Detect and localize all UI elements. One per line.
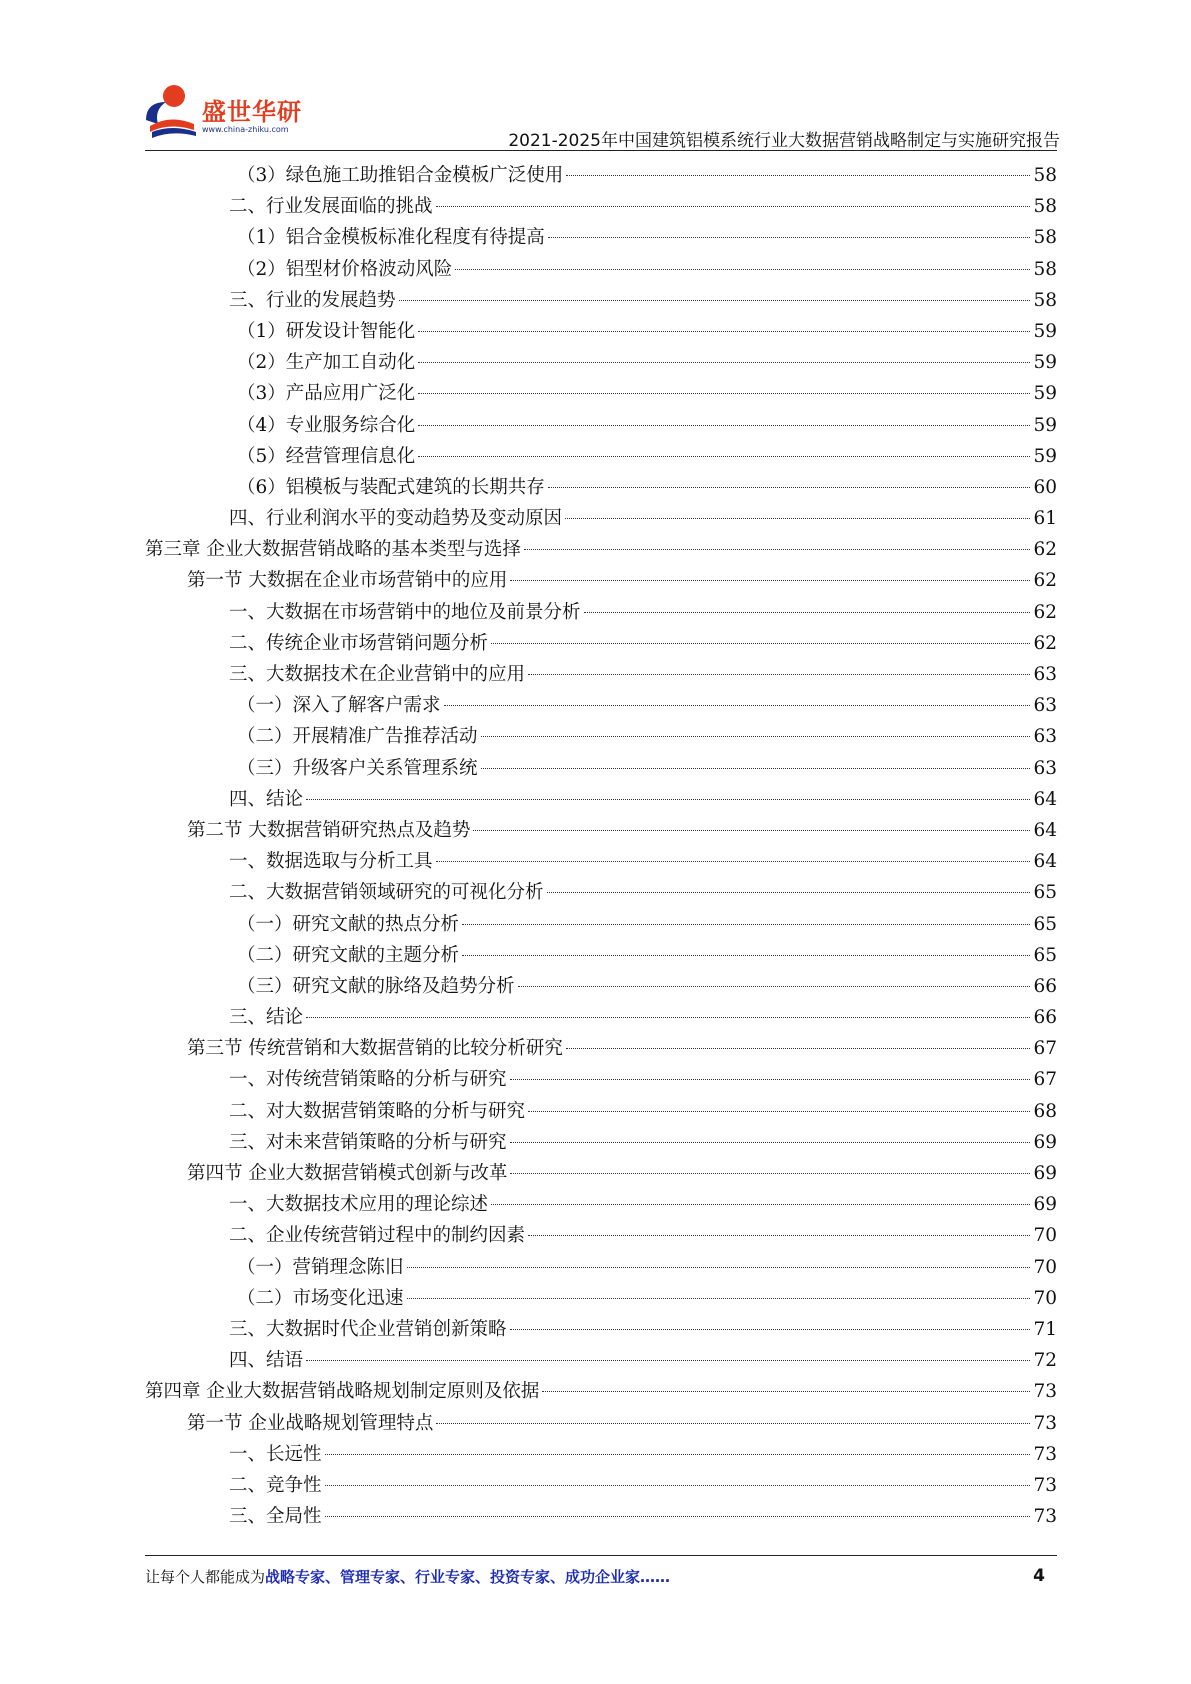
toc-entry-page: 73: [1033, 1443, 1057, 1465]
toc-entry-label: 二、大数据营销领域研究的可视化分析: [229, 882, 544, 904]
toc-entry[interactable]: [145, 1408, 1057, 1439]
toc-entry-label: 一、对传统营销策略的分析与研究: [229, 1069, 507, 1091]
toc-dot-leader: [418, 425, 1030, 426]
toc-entry-page: 58: [1033, 227, 1057, 249]
toc-entry-label: 第三章 企业大数据营销战略的基本类型与选择: [145, 539, 521, 561]
toc-entry[interactable]: [145, 472, 1057, 503]
toc-entry-label: （一）营销理念陈旧: [237, 1256, 404, 1278]
toc-entry[interactable]: [145, 909, 1057, 940]
toc-entry[interactable]: [145, 285, 1057, 316]
toc-dot-leader: [510, 1173, 1030, 1174]
page-header: [130, 78, 1060, 151]
toc-entry-label: 二、竞争性: [229, 1474, 322, 1496]
toc-dot-leader: [547, 892, 1031, 893]
toc-dot-leader: [510, 1079, 1031, 1080]
toc-entry[interactable]: [145, 628, 1057, 659]
toc-entry-label: 第二节 大数据营销研究热点及趋势: [187, 819, 471, 841]
toc-entry-label: 四、行业利润水平的变动趋势及变动原因: [229, 508, 563, 530]
toc-entry-label: （1）研发设计智能化: [237, 320, 416, 342]
table-of-contents: [145, 160, 1057, 1532]
toc-entry-label: 一、长远性: [229, 1443, 322, 1465]
toc-entry[interactable]: [145, 940, 1057, 971]
toc-dot-leader: [510, 1142, 1031, 1143]
toc-entry[interactable]: [145, 1439, 1057, 1470]
toc-entry-page: 62: [1033, 570, 1057, 592]
report-title: 2021-2025年中国建筑铝模系统行业大数据营销战略制定与实施研究报告: [508, 131, 1060, 151]
header-divider: [145, 150, 1057, 151]
toc-entry[interactable]: [145, 316, 1057, 347]
toc-entry[interactable]: [145, 160, 1057, 191]
toc-entry-page: 59: [1033, 445, 1057, 467]
toc-entry-page: 69: [1033, 1131, 1057, 1153]
toc-dot-leader: [444, 705, 1031, 706]
toc-dot-leader: [418, 362, 1030, 363]
toc-entry-page: 67: [1033, 1069, 1057, 1091]
toc-dot-leader: [462, 955, 1030, 956]
toc-entry-label: （二）市场变化迅速: [237, 1287, 404, 1309]
toc-entry-page: 68: [1033, 1100, 1057, 1122]
toc-dot-leader: [524, 549, 1031, 550]
toc-entry[interactable]: [145, 690, 1057, 721]
toc-entry-label: 第一节 企业战略规划管理特点: [187, 1412, 434, 1434]
toc-dot-leader: [473, 830, 1030, 831]
toc-entry[interactable]: [145, 1127, 1057, 1158]
toc-entry-page: 71: [1033, 1318, 1057, 1340]
toc-entry-page: 63: [1033, 726, 1057, 748]
toc-entry-label: （一）深入了解客户需求: [237, 695, 441, 717]
toc-entry-label: （4）专业服务综合化: [237, 414, 416, 436]
toc-entry-page: 64: [1033, 788, 1057, 810]
toc-dot-leader: [518, 986, 1031, 987]
toc-entry-page: 66: [1033, 975, 1057, 997]
toc-entry-page: 59: [1033, 414, 1057, 436]
toc-entry[interactable]: [145, 222, 1057, 253]
toc-dot-leader: [566, 1048, 1031, 1049]
toc-entry[interactable]: [145, 1158, 1057, 1189]
toc-dot-leader: [418, 456, 1030, 457]
toc-entry-label: 第四节 企业大数据营销模式创新与改革: [187, 1163, 508, 1184]
toc-dot-leader: [436, 1423, 1030, 1424]
toc-entry[interactable]: [145, 410, 1057, 441]
toc-entry[interactable]: [145, 753, 1057, 784]
toc-entry-page: 65: [1033, 882, 1057, 904]
toc-entry-page: 69: [1033, 1163, 1057, 1184]
toc-entry-label: 第四章 企业大数据营销战略规划制定原则及依据: [145, 1381, 540, 1403]
toc-dot-leader: [325, 1485, 1031, 1486]
toc-entry[interactable]: [145, 191, 1057, 222]
toc-dot-leader: [528, 674, 1030, 675]
toc-dot-leader: [510, 1329, 1031, 1330]
toc-dot-leader: [491, 643, 1030, 644]
toc-entry[interactable]: [145, 721, 1057, 752]
toc-entry-page: 64: [1033, 851, 1057, 873]
toc-entry[interactable]: [145, 1501, 1057, 1532]
toc-entry-page: 70: [1033, 1256, 1057, 1278]
toc-entry[interactable]: [145, 971, 1057, 1002]
toc-dot-leader: [510, 580, 1030, 581]
toc-entry-page: 63: [1033, 757, 1057, 779]
page-footer: [145, 1566, 1057, 1596]
toc-entry-label: （2）生产加工自动化: [237, 352, 416, 374]
toc-dot-leader: [584, 612, 1031, 613]
toc-entry-label: 第一节 大数据在企业市场营销中的应用: [187, 570, 508, 592]
toc-entry[interactable]: [145, 877, 1057, 908]
toc-entry-page: 66: [1033, 1007, 1057, 1029]
toc-entry[interactable]: [145, 565, 1057, 596]
toc-entry-page: 73: [1033, 1506, 1057, 1528]
toc-entry-label: 三、全局性: [229, 1506, 322, 1528]
toc-entry-label: 一、数据选取与分析工具: [229, 851, 433, 873]
page-number: 4: [1033, 1566, 1045, 1586]
toc-entry[interactable]: [145, 1096, 1057, 1127]
toc-entry-page: 73: [1033, 1381, 1057, 1403]
toc-entry-label: 三、结论: [229, 1007, 304, 1029]
toc-entry-page: 67: [1033, 1038, 1057, 1060]
toc-dot-leader: [481, 768, 1031, 769]
toc-entry-page: 69: [1033, 1194, 1057, 1216]
toc-entry-label: 一、大数据在市场营销中的地位及前景分析: [229, 601, 581, 623]
toc-entry[interactable]: [145, 1252, 1057, 1283]
toc-entry[interactable]: [145, 441, 1057, 472]
toc-entry[interactable]: [145, 1002, 1057, 1033]
toc-entry[interactable]: [145, 1345, 1057, 1376]
toc-dot-leader: [306, 1017, 1030, 1018]
toc-entry[interactable]: [145, 534, 1057, 565]
toc-dot-leader: [481, 736, 1031, 737]
toc-entry-page: 73: [1033, 1474, 1057, 1496]
toc-dot-leader: [306, 799, 1030, 800]
toc-dot-leader: [407, 1267, 1031, 1268]
toc-entry-label: （1）铝合金模板标准化程度有待提高: [237, 227, 545, 249]
toc-entry-label: （3）绿色施工助推铝合金模板广泛使用: [237, 165, 564, 186]
toc-entry[interactable]: [145, 1189, 1057, 1220]
toc-dot-leader: [325, 1454, 1031, 1455]
toc-entry[interactable]: [145, 378, 1057, 409]
toc-entry-page: 61: [1033, 508, 1057, 530]
toc-dot-leader: [528, 1111, 1030, 1112]
toc-entry-label: 三、对未来营销策略的分析与研究: [229, 1131, 507, 1153]
toc-entry-page: 70: [1033, 1225, 1057, 1247]
toc-entry[interactable]: [145, 1470, 1057, 1501]
toc-entry[interactable]: [145, 846, 1057, 877]
logo-name: 盛世华研: [202, 98, 302, 126]
toc-entry-label: 三、大数据技术在企业营销中的应用: [229, 664, 526, 685]
toc-dot-leader: [455, 269, 1030, 270]
toc-entry[interactable]: [145, 784, 1057, 815]
toc-dot-leader: [399, 300, 1031, 301]
toc-entry-page: 65: [1033, 944, 1057, 966]
toc-entry-label: （3）产品应用广泛化: [237, 383, 416, 405]
company-logo: [140, 78, 340, 148]
toc-entry-page: 60: [1033, 476, 1057, 498]
toc-entry[interactable]: [145, 1283, 1057, 1314]
toc-entry-label: （2）铝型材价格波动风险: [237, 258, 453, 280]
toc-entry[interactable]: [145, 1064, 1057, 1095]
footer-divider: [145, 1555, 1057, 1556]
toc-entry-page: 64: [1033, 819, 1057, 841]
toc-entry-label: 二、企业传统营销过程中的制约因素: [229, 1225, 526, 1247]
logo-emblem-icon: [140, 80, 204, 144]
toc-entry[interactable]: [145, 815, 1057, 846]
toc-dot-leader: [548, 237, 1031, 238]
toc-entry-page: 58: [1033, 289, 1057, 311]
toc-dot-leader: [436, 861, 1031, 862]
toc-dot-leader: [436, 206, 1031, 207]
toc-entry-page: 63: [1033, 664, 1057, 685]
toc-entry-label: （5）经营管理信息化: [237, 445, 416, 467]
toc-entry-page: 65: [1033, 913, 1057, 935]
toc-entry-page: 73: [1033, 1412, 1057, 1434]
toc-entry-label: （三）研究文献的脉络及趋势分析: [237, 975, 515, 997]
toc-entry-page: 62: [1033, 539, 1057, 561]
toc-entry-page: 70: [1033, 1287, 1057, 1309]
toc-entry[interactable]: [145, 503, 1057, 534]
toc-entry-label: 二、行业发展面临的挑战: [229, 196, 433, 218]
toc-dot-leader: [418, 331, 1030, 332]
toc-entry-page: 58: [1033, 165, 1057, 186]
toc-entry-label: 三、行业的发展趋势: [229, 289, 396, 311]
toc-entry-page: 59: [1033, 320, 1057, 342]
toc-entry-label: 二、传统企业市场营销问题分析: [229, 632, 489, 654]
toc-entry-page: 62: [1033, 601, 1057, 623]
toc-dot-leader: [325, 1516, 1031, 1517]
toc-dot-leader: [418, 393, 1030, 394]
toc-dot-leader: [491, 1204, 1030, 1205]
toc-entry-page: 62: [1033, 632, 1057, 654]
toc-entry-page: 59: [1033, 352, 1057, 374]
toc-entry[interactable]: [145, 1376, 1057, 1407]
toc-entry-page: 59: [1033, 383, 1057, 405]
toc-entry-label: 三、大数据时代企业营销创新策略: [229, 1318, 507, 1340]
toc-entry-page: 58: [1033, 196, 1057, 218]
toc-entry-label: （6）铝模板与装配式建筑的长期共存: [237, 476, 545, 498]
toc-entry-label: 第三节 传统营销和大数据营销的比较分析研究: [187, 1038, 563, 1060]
toc-entry-label: （三）升级客户关系管理系统: [237, 757, 478, 779]
toc-entry-page: 63: [1033, 695, 1057, 717]
toc-entry[interactable]: [145, 1314, 1057, 1345]
footer-slogan-highlight: 战略专家、管理专家、行业专家、投资专家、成功企业家……: [265, 1568, 671, 1586]
toc-entry[interactable]: [145, 1033, 1057, 1064]
toc-dot-leader: [542, 1391, 1030, 1392]
toc-entry-label: 二、对大数据营销策略的分析与研究: [229, 1100, 526, 1122]
toc-dot-leader: [306, 1360, 1030, 1361]
logo-url: www.china-zhiku.com: [202, 125, 289, 134]
toc-dot-leader: [528, 1235, 1030, 1236]
toc-entry-label: 四、结论: [229, 788, 304, 810]
toc-entry-label: （二）开展精准广告推荐活动: [237, 726, 478, 748]
toc-entry-label: 一、大数据技术应用的理论综述: [229, 1194, 489, 1216]
toc-entry-page: 72: [1033, 1350, 1057, 1372]
toc-entry-label: （二）研究文献的主题分析: [237, 944, 460, 966]
toc-entry[interactable]: [145, 347, 1057, 378]
toc-entry[interactable]: [145, 1220, 1057, 1251]
toc-dot-leader: [407, 1298, 1031, 1299]
toc-dot-leader: [565, 518, 1030, 519]
footer-slogan-lead: 让每个人都能成为: [145, 1568, 266, 1586]
toc-dot-leader: [548, 487, 1031, 488]
toc-entry-label: （一）研究文献的热点分析: [237, 913, 460, 935]
toc-entry-page: 58: [1033, 258, 1057, 280]
toc-entry[interactable]: [145, 659, 1057, 690]
toc-entry[interactable]: [145, 597, 1057, 628]
toc-entry-label: 四、结语: [229, 1350, 304, 1372]
toc-dot-leader: [462, 924, 1030, 925]
toc-dot-leader: [566, 175, 1030, 176]
toc-entry[interactable]: [145, 254, 1057, 285]
